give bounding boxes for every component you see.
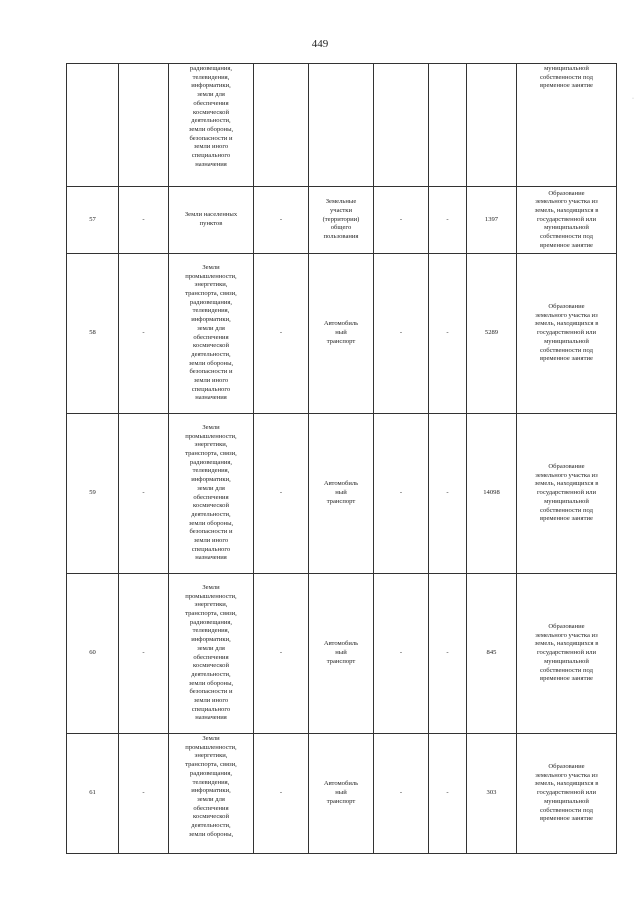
purpose-cell: Образование земельного участка из земель, находящихся в государственной или муниципальной собственности под временное занятие — [517, 187, 617, 254]
empty-cell: - — [254, 254, 309, 414]
table-row — [67, 64, 617, 187]
table-row — [67, 734, 617, 854]
empty-cell: - — [254, 414, 309, 574]
empty-cell: - — [374, 187, 429, 254]
permitted-use-cell: Автомобиль ный транспорт — [309, 414, 374, 574]
purpose-cell: Образование земельного участка из земель, находящихся в государственной или муниципальной собственности под временное занятие — [517, 574, 617, 734]
empty-cell: - — [429, 414, 467, 574]
page-number: 449 — [311, 38, 329, 50]
land-registry-table — [66, 63, 617, 854]
area-cell: 14098 — [467, 414, 517, 574]
row-number-cell: 57 — [67, 187, 119, 254]
empty-cell: - — [429, 734, 467, 854]
empty-cell: - — [374, 414, 429, 574]
empty-cell: - — [429, 254, 467, 414]
land-category-cell: Земли населенных пунктов — [169, 187, 254, 254]
row-number-cell: 59 — [67, 414, 119, 574]
purpose-cell: Образование земельного участка из земель, находящихся в государственной или муниципальной собственности под временное занятие — [517, 414, 617, 574]
empty-cell: - — [254, 734, 309, 854]
empty-cell: - — [119, 254, 169, 414]
empty-cell: - — [119, 187, 169, 254]
purpose-cell: Образование земельного участка из земель, находящихся в государственной или муниципальной собственности под временное занятие — [517, 734, 617, 854]
row-number-cell: 61 — [67, 734, 119, 854]
area-cell: 845 — [467, 574, 517, 734]
purpose-cell: муниципальной собственности под временное занятие — [517, 64, 617, 187]
permitted-use-cell: Земельные участки (территории) общего пользования — [309, 187, 374, 254]
table-row — [67, 187, 617, 254]
permitted-use-cell — [309, 64, 374, 187]
land-category-cell: радиовещания, телевидения, информатики, земли для обеспечения космической деятельности, земли обороны, безопасности и земли иного специального назначения — [169, 64, 254, 187]
table-row — [67, 254, 617, 414]
row-number-cell: 58 — [67, 254, 119, 414]
purpose-cell: Образование земельного участка из земель, находящихся в государственной или муниципальной собственности под временное занятие — [517, 254, 617, 414]
land-category-cell: Земли промышленности, энергетики, транспорта, связи, радиовещания, телевидения, информатики, земли для обеспечения космической деятельности, земли обороны, безопасности и земли иного специального назначения — [169, 254, 254, 414]
table-row — [67, 414, 617, 574]
land-category-cell: Земли промышленности, энергетики, транспорта, связи, радиовещания, телевидения, информатики, земли для обеспечения космической деятельности, земли обороны, безопасности и земли иного специального назначения — [169, 574, 254, 734]
empty-cell: - — [429, 574, 467, 734]
area-cell: 303 — [467, 734, 517, 854]
empty-cell: - — [119, 414, 169, 574]
area-cell: 5289 — [467, 254, 517, 414]
table-body — [67, 64, 617, 854]
permitted-use-cell: Автомобиль ный транспорт — [309, 254, 374, 414]
empty-cell: - — [374, 254, 429, 414]
permitted-use-cell: Автомобиль ный транспорт — [309, 734, 374, 854]
empty-cell: - — [119, 574, 169, 734]
empty-cell — [429, 64, 467, 187]
empty-cell: - — [254, 574, 309, 734]
land-category-cell: Земли промышленности, энергетики, транспорта, связи, радиовещания, телевидения, информатики, земли для обеспечения космической деятельности, земли обороны, — [169, 734, 254, 854]
empty-cell — [119, 64, 169, 187]
empty-cell: - — [119, 734, 169, 854]
table-row — [67, 574, 617, 734]
row-number-cell — [67, 64, 119, 187]
empty-cell — [374, 64, 429, 187]
row-number-cell: 60 — [67, 574, 119, 734]
stray-mark: · — [632, 96, 634, 102]
area-cell — [467, 64, 517, 187]
area-cell: 1397 — [467, 187, 517, 254]
empty-cell — [254, 64, 309, 187]
empty-cell: - — [374, 574, 429, 734]
empty-cell: - — [429, 187, 467, 254]
empty-cell: - — [254, 187, 309, 254]
permitted-use-cell: Автомобиль ный транспорт — [309, 574, 374, 734]
land-category-cell: Земли промышленности, энергетики, транспорта, связи, радиовещания, телевидения, информатики, земли для обеспечения космической деятельности, земли обороны, безопасности и земли иного специального назначения — [169, 414, 254, 574]
empty-cell: - — [374, 734, 429, 854]
